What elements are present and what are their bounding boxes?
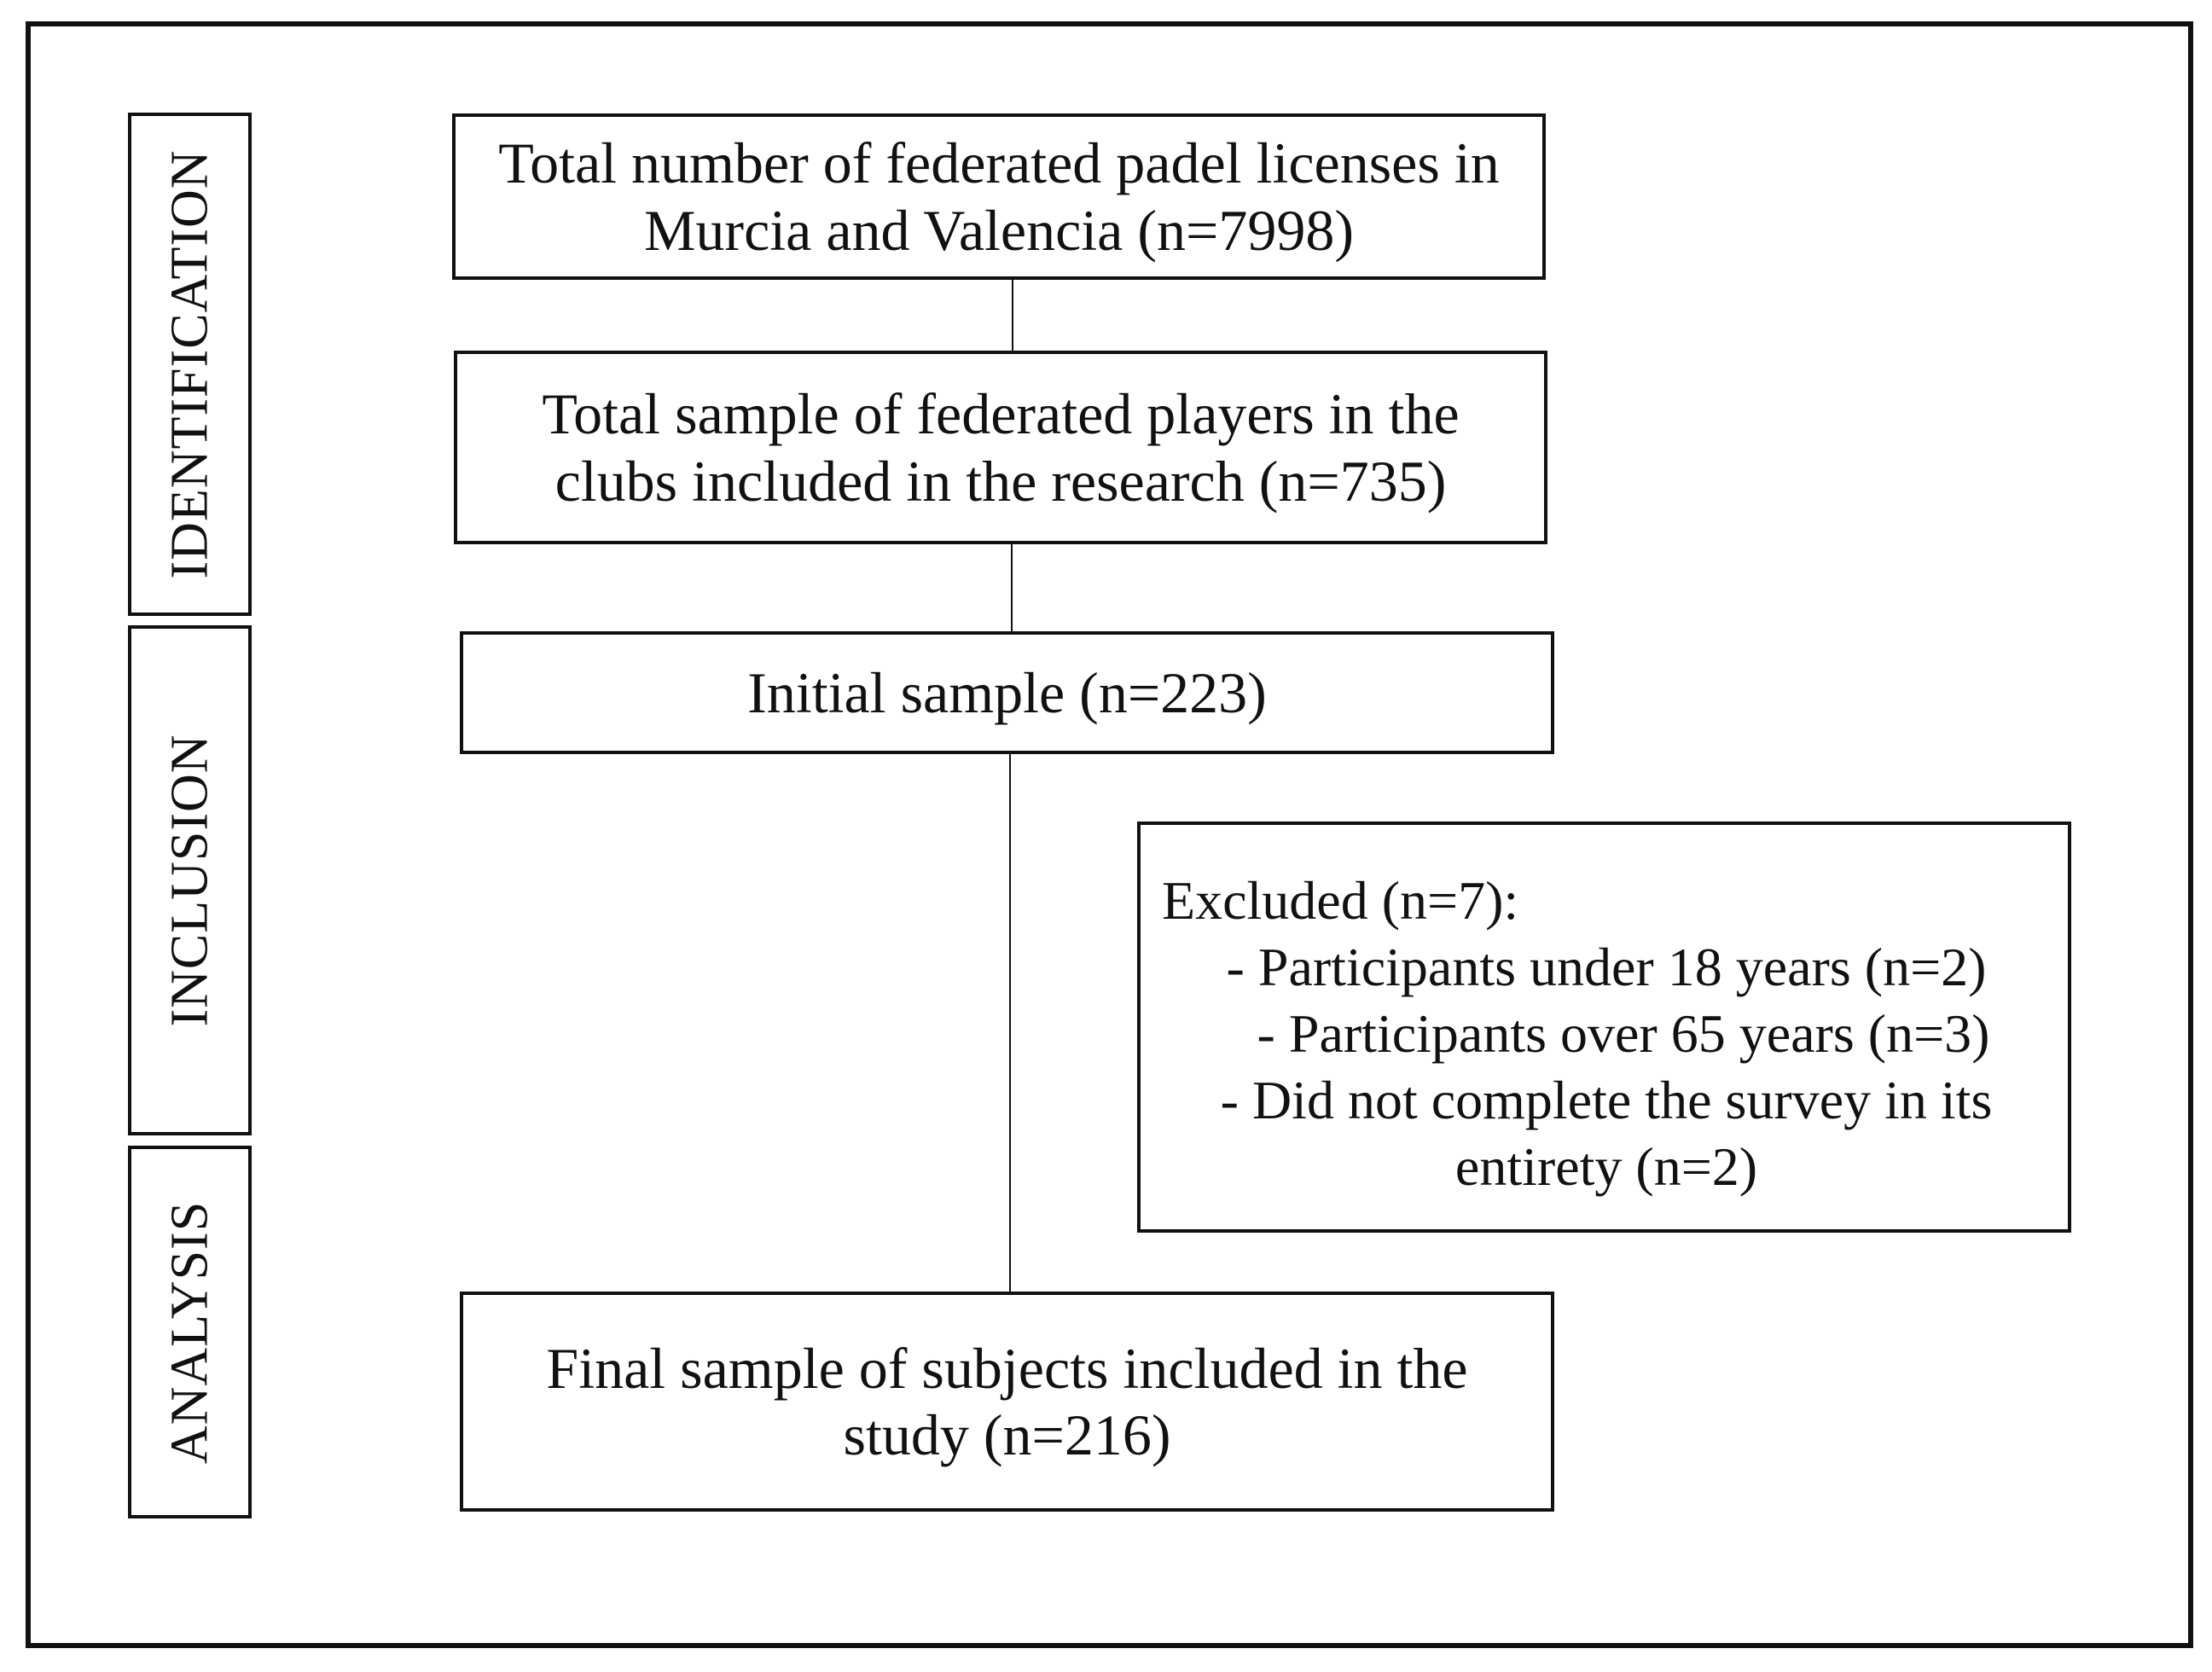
box-total-sample-line2: clubs included in the research (n=735) [554,448,1447,514]
box-excluded [1137,821,2071,1233]
connector-licenses-to-total [1012,277,1013,352]
excluded-item-incomplete-survey: - Did not complete the survey in its [1220,1070,1993,1131]
excluded-item-under-18: - Participants under 18 years (n=2) [1226,937,1987,998]
excluded-item-incomplete-survey-cont: entirety (n=2) [1454,1136,1758,1198]
connector-total-to-initial [1011,542,1013,634]
connector-initial-to-final [1009,751,1011,1295]
phase-identification [128,113,252,616]
box-initial-sample-line1: Initial sample (n=223) [747,659,1267,725]
box-total-licenses [452,113,1546,280]
box-final-sample-line2: study (n=216) [843,1402,1171,1467]
box-initial-sample [460,631,1554,754]
box-total-licenses-line2: Murcia and Valencia (n=7998) [643,197,1355,263]
excluded-heading: Excluded (n=7): [1162,870,1519,931]
phase-analysis [128,1146,252,1518]
phase-analysis-label: ANALYSIS [160,1200,218,1464]
box-total-sample [454,351,1547,544]
box-final-sample [460,1292,1554,1512]
box-total-licenses-line1: Total number of federated padel licenses in [498,131,1500,196]
excluded-item-over-65: - Participants over 65 years (n=3) [1257,1003,1990,1065]
phase-inclusion-label: INCLUSION [160,734,218,1027]
box-total-sample-line1: Total sample of federated players in the [542,381,1460,447]
phase-inclusion [128,625,252,1135]
box-final-sample-line1: Final sample of subjects included in the [546,1335,1468,1401]
phase-identification-label: IDENTIFICATION [160,149,218,579]
